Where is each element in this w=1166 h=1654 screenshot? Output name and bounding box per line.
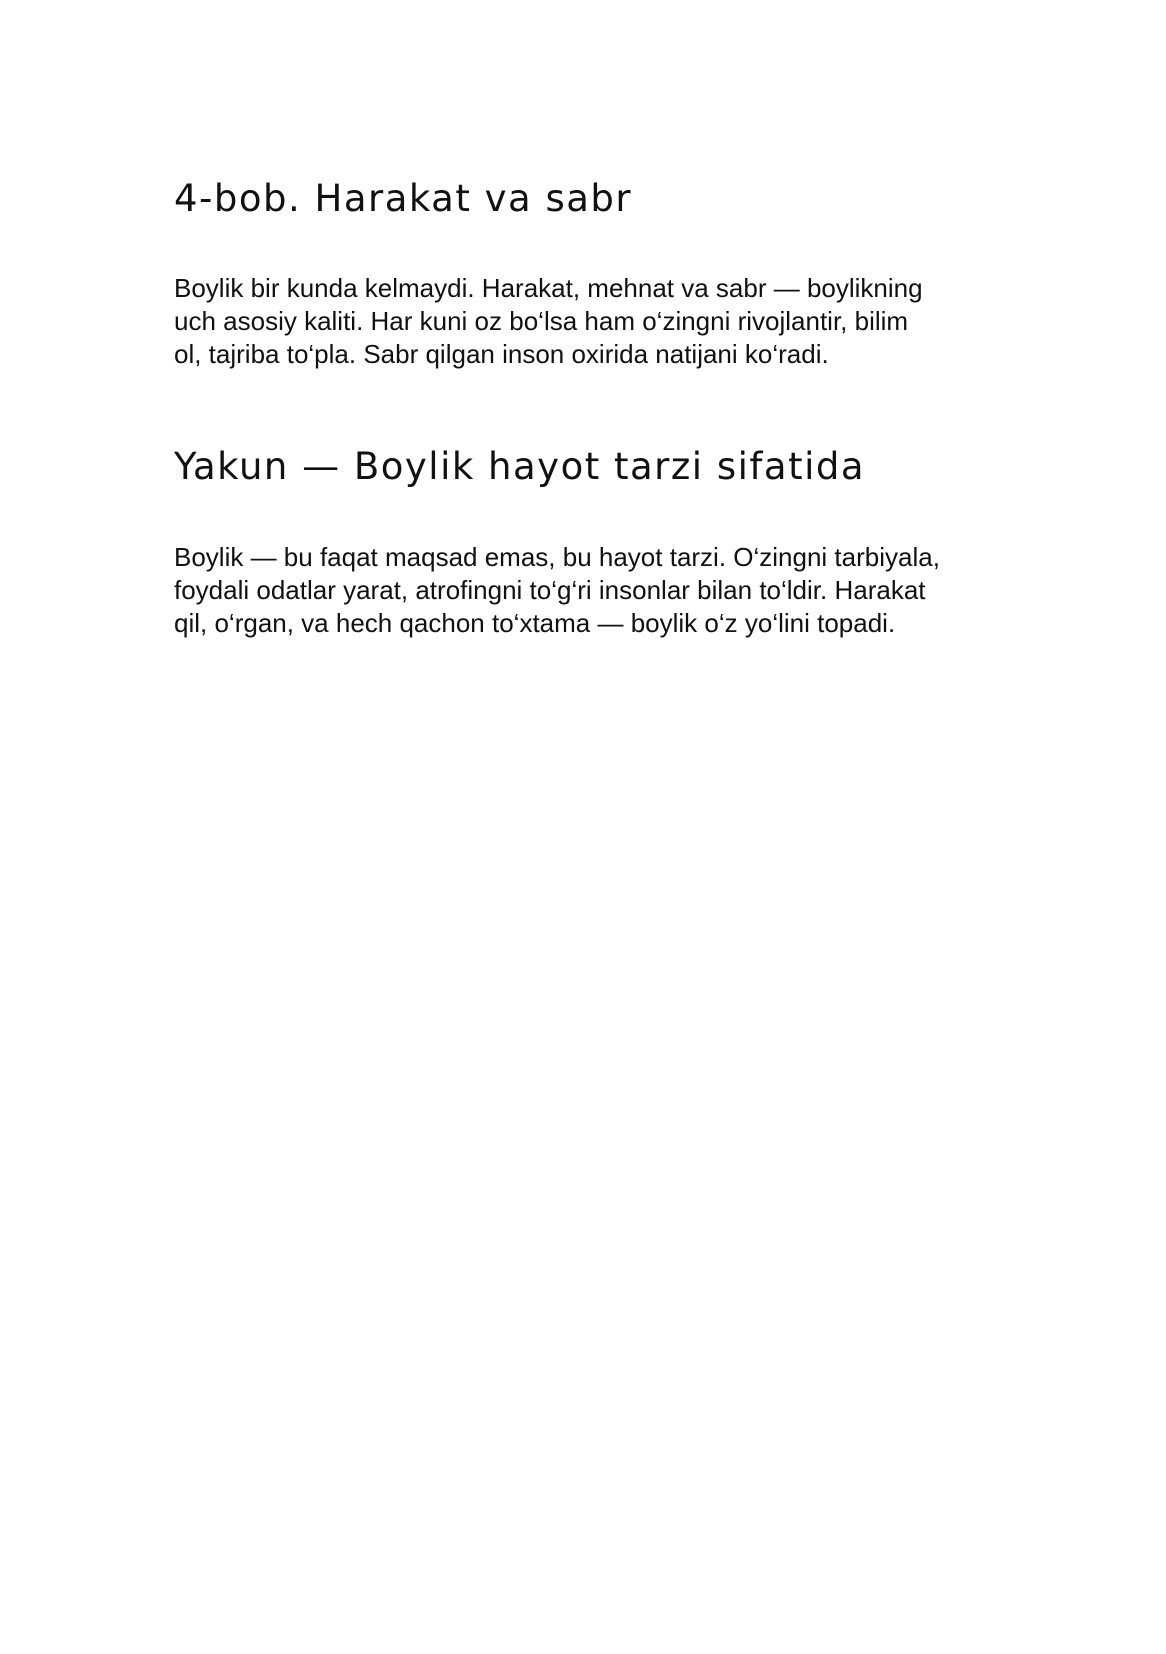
paragraph-line: uch asosiy kaliti. Har kuni oz bo‘lsa ham o‘zingni rivojlantir, bilim (174, 306, 909, 336)
section-paragraph (174, 272, 1004, 371)
section-conclusion (174, 444, 1014, 640)
paragraph-line: Boylik — bu faqat maqsad emas, bu hayot tarzi. O‘zingni tarbiyala, (174, 542, 940, 572)
paragraph-line: qil, o‘rgan, va hech qachon to‘xtama — boylik o‘z yo‘lini topadi. (174, 608, 896, 638)
section-chapter-4 (174, 176, 1014, 371)
paragraph-line: foydali odatlar yarat, atrofingni to‘g‘ri insonlar bilan to‘ldir. Harakat (174, 575, 926, 605)
paragraph-line: Boylik bir kunda kelmaydi. Harakat, mehnat va sabr — boylikning (174, 273, 923, 303)
section-heading: Yakun — Boylik hayot tarzi sifatida (174, 445, 866, 488)
paragraph-line: ol, tajriba to‘pla. Sabr qilgan inson oxirida natijani ko‘radi. (174, 339, 829, 369)
section-paragraph (174, 541, 1004, 640)
section-heading: 4-bob. Harakat va sabr (174, 177, 633, 220)
document-content (174, 176, 1014, 640)
